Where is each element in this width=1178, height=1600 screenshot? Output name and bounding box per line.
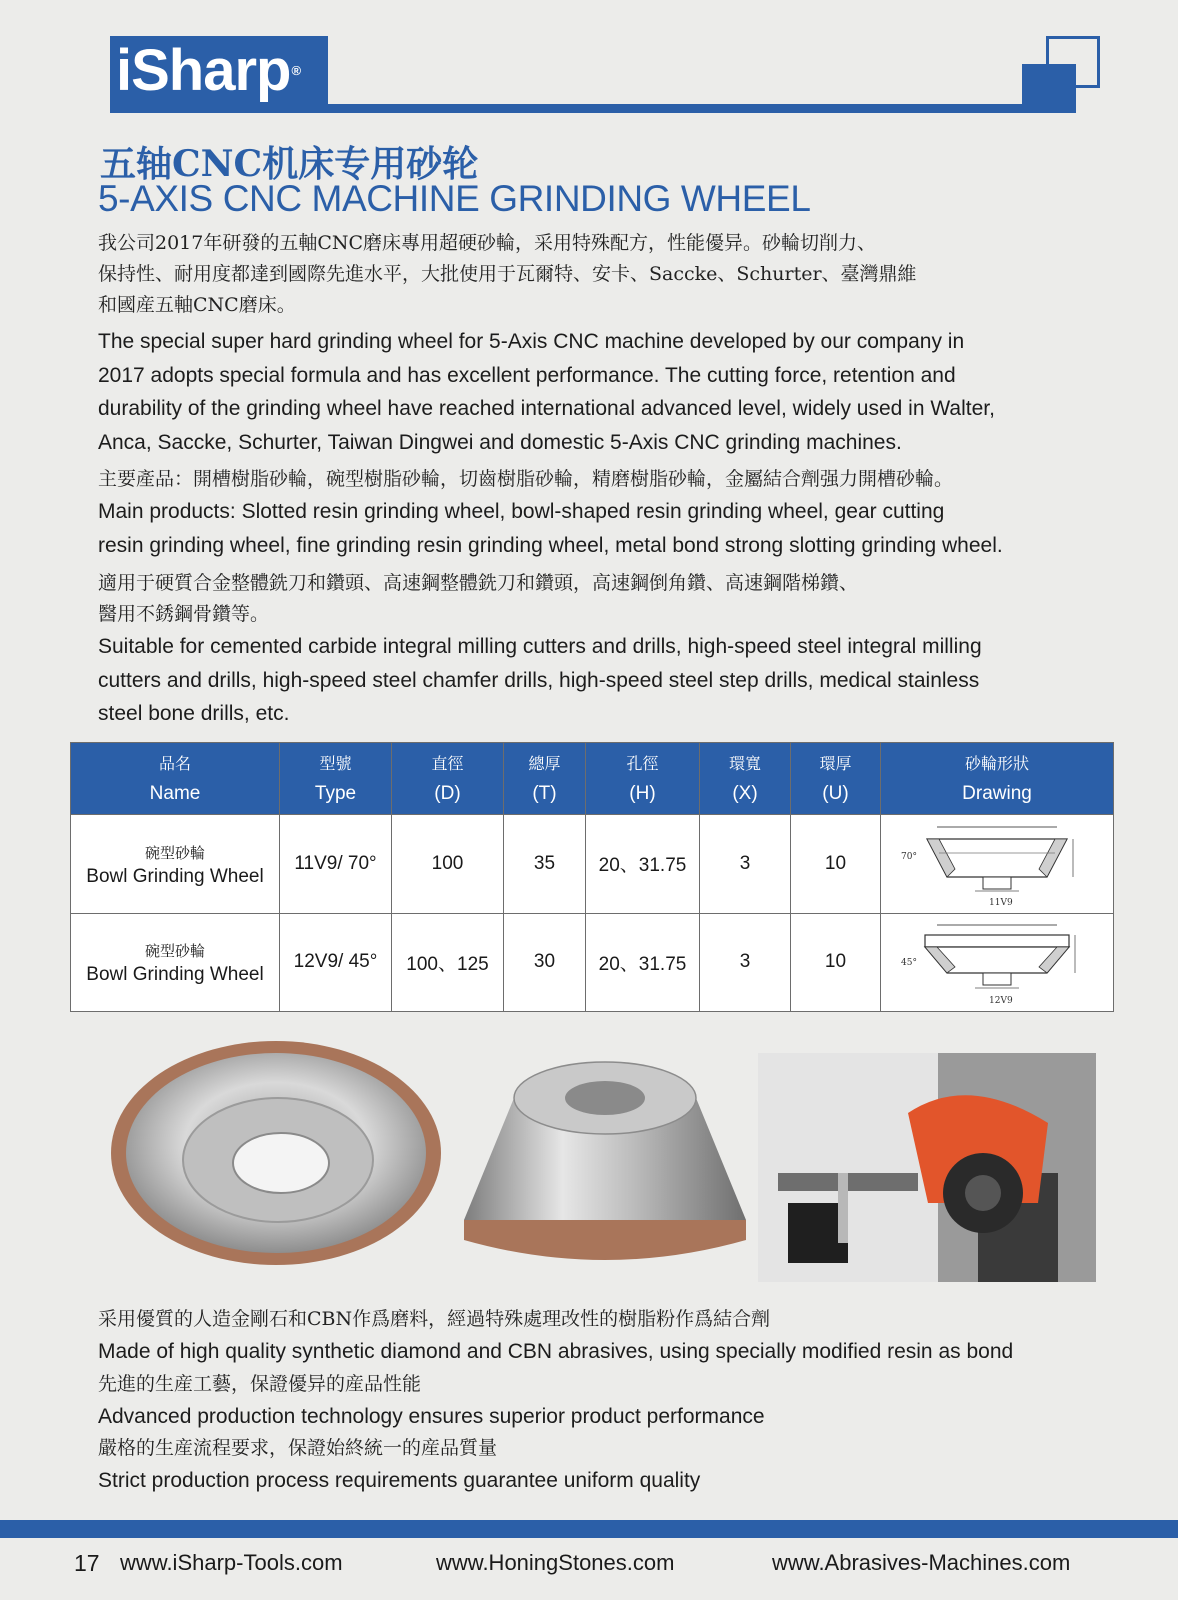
bowl-wheel-photo-side	[456, 1050, 754, 1275]
intro-en	[98, 325, 1128, 459]
applications-cn-line: 適用于硬質合金整體銑刀和鑽頭、高速鋼整體銑刀和鑽頭，高速鋼倒角鑽、高速鋼階梯鑽、	[98, 572, 859, 594]
products-en-line: Main products: Slotted resin grinding wheel, bowl-shaped resin grinding wheel, gear cutting	[98, 500, 945, 523]
cell-ring-width: 3	[700, 913, 791, 1012]
drawing-label: 12V9	[989, 996, 1013, 1007]
features-block	[98, 1304, 1158, 1498]
registered-mark: ®	[291, 63, 301, 78]
header-en: Name	[149, 782, 201, 804]
feature-2-cn: 先進的生産工藝，保證優异的産品性能	[98, 1372, 422, 1395]
name-cn: 碗型砂輪	[144, 942, 205, 961]
header-cn: 直徑	[431, 753, 464, 773]
drawing-angle: 45°	[901, 958, 917, 969]
header-cn: 型號	[319, 753, 352, 773]
name-en: Bowl Grinding Wheel	[86, 964, 264, 986]
cell-diameter: 100	[392, 815, 504, 914]
machine-photo	[758, 1053, 1096, 1282]
header-diameter	[392, 743, 504, 815]
header-cn: 砂輪形狀	[964, 753, 1029, 773]
intro-cn-line: 和國産五軸CNC磨床。	[98, 294, 296, 316]
footer-link-isharp[interactable]: www.iSharp-Tools.com	[120, 1550, 343, 1575]
applications-en-line: Suitable for cemented carbide integral milling cutters and drills, high-speed steel integral milling	[98, 635, 982, 658]
feature-2-en: Advanced production technology ensures superior product performance	[98, 1404, 765, 1428]
cell-hole: 20、31.75	[586, 913, 700, 1012]
cell-thickness: 35	[504, 815, 586, 914]
cell-ring-thickness: 10	[791, 913, 881, 1012]
products-en-line: resin grinding wheel, fine grinding resin grinding wheel, metal bond strong slotting grinding wheel.	[98, 533, 1003, 557]
feature-1-cn: 采用優質的人造金剛石和CBN作爲磨料，經過特殊處理改性的樹脂粉作爲結合劑	[98, 1308, 771, 1330]
name-en: Bowl Grinding Wheel	[86, 865, 264, 887]
spec-table	[70, 742, 1114, 1012]
cell-name	[71, 913, 280, 1012]
intro-en-line: The special super hard grinding wheel for 5-Axis CNC machine developed by our company in	[98, 330, 965, 353]
intro-en-line: 2017 adopts special formula and has excellent performance. The cutting force, retention and	[98, 363, 956, 387]
intro-en-line: Anca, Saccke, Schurter, Taiwan Dingwei and domestic 5-Axis CNC grinding machines.	[98, 430, 902, 454]
header-hole	[586, 743, 700, 815]
bowl-wheel-photo-top	[106, 1035, 446, 1275]
header-cn: 環厚	[819, 753, 852, 773]
header-cn: 孔徑	[626, 753, 659, 773]
drawing-label: 11V9	[989, 897, 1013, 908]
header-thickness	[504, 743, 586, 815]
cell-type: 12V9/ 45°	[280, 913, 392, 1012]
footer-link-honingstones[interactable]: www.HoningStones.com	[436, 1550, 675, 1575]
intro-cn-line: 我公司2017年研發的五軸CNC磨床專用超硬砂輪，采用特殊配方，性能優异。砂輪切削力、	[98, 232, 877, 254]
table-header-row	[71, 743, 1114, 815]
corner-decoration-fill	[1022, 64, 1076, 113]
header-name	[71, 743, 280, 815]
intro-cn-line: 保持性、耐用度都達到國際先進水平，大批使用于瓦爾特、安卡、Saccke、Schurter、臺灣鼎維	[98, 263, 917, 285]
footer-bar	[0, 1520, 1178, 1538]
cell-diameter: 100、125	[392, 913, 504, 1012]
header-en: (T)	[532, 782, 557, 804]
applications-en-line: steel bone drills, etc.	[98, 702, 290, 725]
feature-3-cn: 嚴格的生産流程要求，保證始終統一的産品質量	[98, 1437, 498, 1459]
feature-3-en: Strict production process requirements guarantee uniform quality	[98, 1469, 701, 1492]
applications-en-line: cutters and drills, high-speed steel chamfer drills, high-speed steel step drills, medical stainless	[98, 668, 980, 692]
intro-cn	[98, 228, 1128, 321]
applications-block	[98, 568, 1128, 731]
header-en: (D)	[434, 782, 461, 804]
header-ring-thickness	[791, 743, 881, 815]
header-cn: 環寬	[728, 753, 761, 773]
table-row	[71, 815, 1114, 914]
page-number: 17	[74, 1550, 100, 1576]
feature-1-en: Made of high quality synthetic diamond and CBN abrasives, using specially modified resin as bond	[98, 1340, 1014, 1363]
page-title-cn: 五轴CNC机床专用砂轮	[100, 143, 479, 185]
products-block	[98, 464, 1158, 562]
header-cn: 品名	[158, 753, 191, 773]
drawing-angle: 70°	[901, 851, 917, 862]
header-en: Drawing	[962, 782, 1032, 804]
intro-en-line: durability of the grinding wheel have reached international advanced level, widely used in Walter,	[98, 397, 995, 420]
header-cn: 總厚	[528, 753, 561, 773]
header-en: Type	[314, 782, 357, 804]
products-cn: 主要產品：開槽樹脂砂輪，碗型樹脂砂輪，切齒樹脂砂輪，精磨樹脂砂輪，金屬結合劑强力開槽砂輪。	[98, 468, 954, 490]
cell-drawing	[881, 913, 1114, 1012]
header-en: (X)	[732, 782, 758, 804]
header-en: (H)	[629, 782, 656, 804]
wheel-drawing-12v9	[897, 917, 1097, 1007]
header-type	[280, 743, 392, 815]
cell-name	[71, 815, 280, 914]
footer-link-abrasives[interactable]: www.Abrasives-Machines.com	[772, 1550, 1071, 1575]
cell-ring-thickness: 10	[791, 815, 881, 914]
cell-thickness: 30	[504, 913, 586, 1012]
logo-text: iSharp	[116, 38, 291, 103]
wheel-drawing-11v9	[897, 819, 1097, 909]
header-rule	[110, 104, 1076, 113]
cell-ring-width: 3	[700, 815, 791, 914]
name-cn: 碗型砂輪	[144, 843, 205, 862]
cell-type: 11V9/ 70°	[280, 815, 392, 914]
applications-cn-line: 醫用不銹鋼骨鑽等。	[98, 603, 270, 625]
header-en: (U)	[822, 782, 849, 804]
cell-drawing	[881, 815, 1114, 914]
isharp-logo	[110, 36, 328, 113]
header-ring-width	[700, 743, 791, 815]
page-title-en: 5-AXIS CNC MACHINE GRINDING WHEEL	[98, 178, 811, 219]
header-drawing	[881, 743, 1114, 815]
table-row	[71, 913, 1114, 1012]
cell-hole: 20、31.75	[586, 815, 700, 914]
